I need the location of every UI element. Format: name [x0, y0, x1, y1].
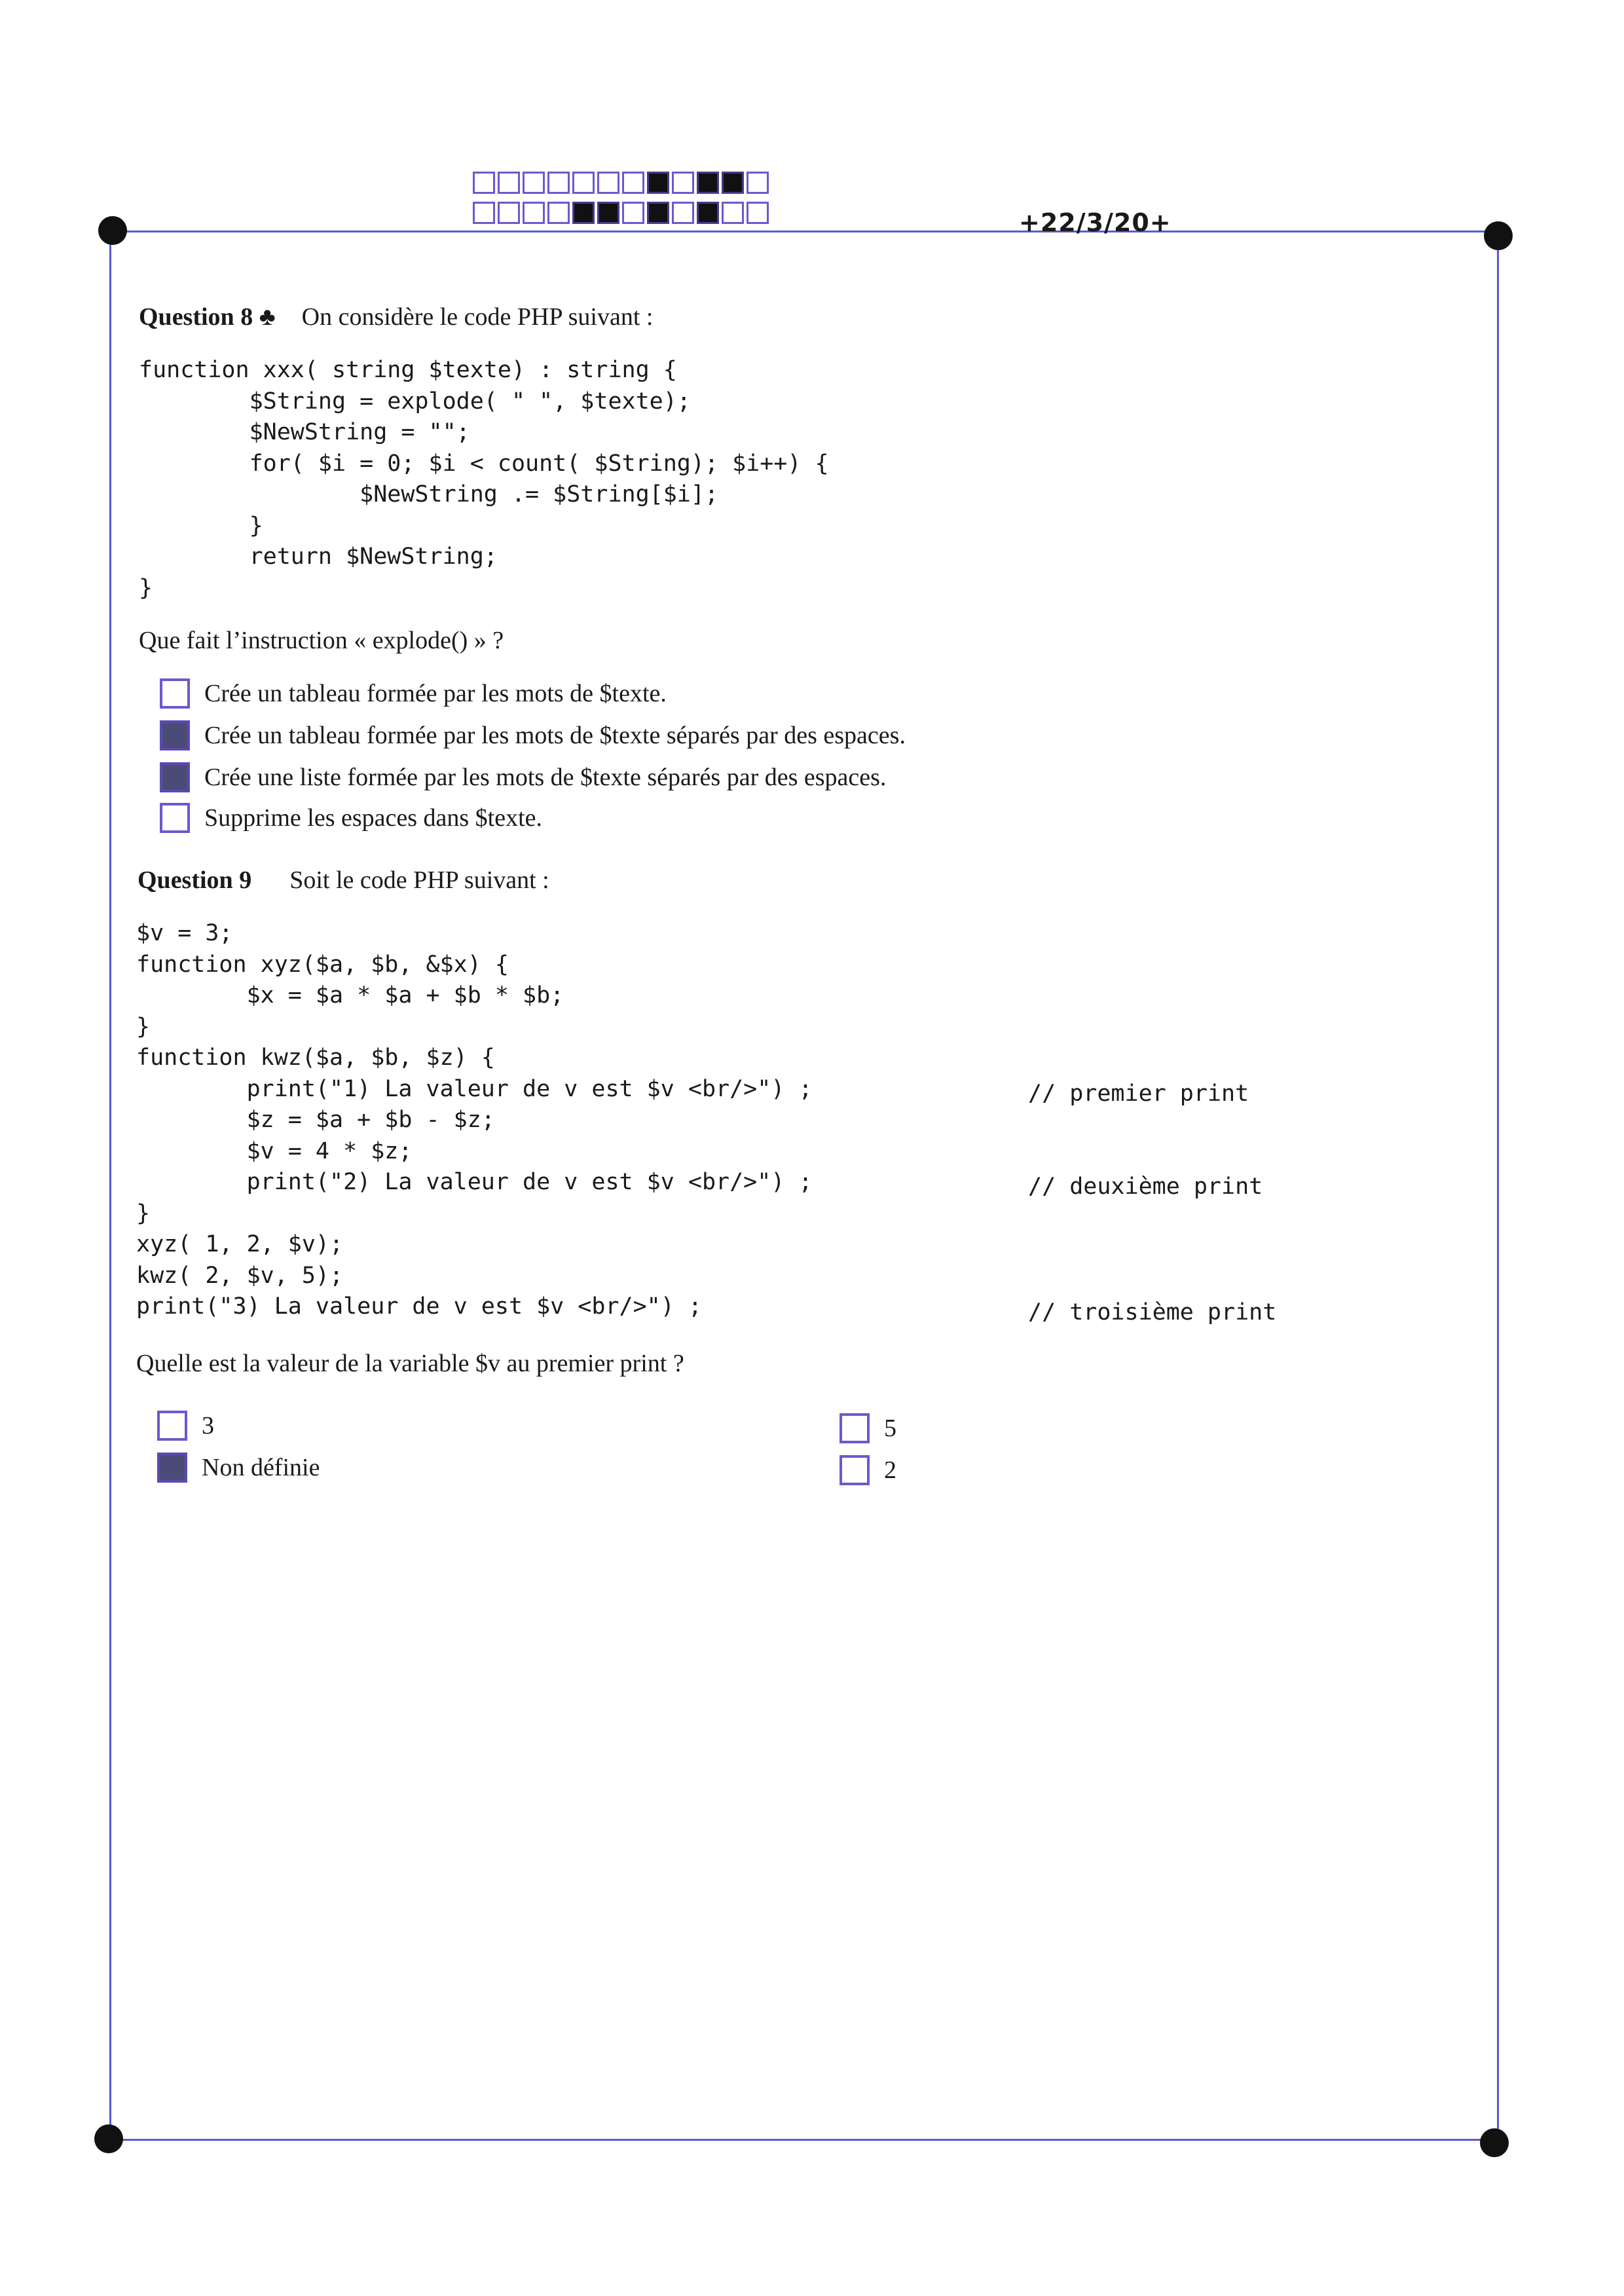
frame-top — [111, 231, 1500, 232]
id-box — [572, 202, 595, 224]
corner-marker-top-left — [98, 216, 127, 245]
id-box — [473, 202, 495, 224]
id-box — [722, 202, 744, 224]
question-9-prompt: Quelle est la valeur de la variable $v au premier print ? — [136, 1350, 684, 1377]
id-box — [647, 172, 669, 194]
id-box — [722, 172, 744, 194]
id-box — [597, 172, 619, 194]
id-box — [697, 202, 719, 224]
id-box — [672, 172, 694, 194]
id-box — [523, 172, 545, 194]
checkbox[interactable] — [157, 1411, 187, 1441]
checkbox[interactable] — [157, 1453, 187, 1483]
q8-answer-1[interactable] — [160, 678, 667, 709]
q8-answer-4[interactable] — [160, 803, 542, 833]
id-box — [547, 202, 570, 224]
checkbox[interactable] — [840, 1455, 870, 1485]
q9-answer-2[interactable] — [840, 1455, 896, 1485]
q9-answer-3[interactable] — [157, 1411, 214, 1441]
q9-answer-non-definie[interactable] — [157, 1453, 320, 1483]
question-8-header — [139, 303, 653, 331]
checkbox[interactable] — [160, 762, 190, 792]
checkbox[interactable] — [160, 678, 190, 709]
answer-label: Crée une liste formée par les mots de $texte séparés par des espaces. — [204, 764, 887, 791]
question-9-intro: Soit le code PHP suivant : — [289, 866, 549, 894]
id-box — [697, 172, 719, 194]
comment-deuxieme-print: // deuxième print — [1028, 1174, 1263, 1200]
comment-troisieme-print: // troisième print — [1028, 1299, 1277, 1325]
id-box — [622, 172, 644, 194]
id-box — [597, 202, 619, 224]
question-8-prompt: Que fait l’instruction « explode() » ? — [139, 627, 504, 654]
id-box — [572, 172, 595, 194]
answer-label: Crée un tableau formée par les mots de $texte séparés par des espaces. — [204, 722, 906, 749]
checkbox[interactable] — [160, 720, 190, 750]
answer-label: 5 — [884, 1415, 896, 1442]
answer-label: Crée un tableau formée par les mots de $texte. — [204, 680, 667, 707]
q9-answer-5[interactable] — [840, 1413, 896, 1443]
id-box-row-1 — [473, 172, 771, 194]
answer-label: 3 — [202, 1412, 214, 1439]
q8-answer-3[interactable] — [160, 762, 886, 792]
frame-bottom — [110, 2139, 1494, 2141]
id-box — [622, 202, 644, 224]
answer-label: 2 — [884, 1456, 896, 1484]
id-box — [747, 202, 769, 224]
question-8-intro: On considère le code PHP suivant : — [301, 303, 654, 331]
frame-left — [109, 232, 111, 2140]
id-box — [523, 202, 545, 224]
answer-label: Non définie — [202, 1454, 320, 1481]
question-9-header — [138, 866, 549, 895]
id-box — [547, 172, 570, 194]
page-id: +22/3/20+ — [1019, 208, 1172, 237]
corner-marker-bottom-left — [94, 2124, 123, 2153]
id-box — [498, 172, 520, 194]
club-icon: ♣ — [259, 303, 276, 331]
question-8-number: Question 8 ♣ — [139, 303, 276, 331]
checkbox[interactable] — [840, 1413, 870, 1443]
question-9-code: $v = 3; function xyz($a, $b, &$x) { $x = $a * $a + $b * $b; } function kwz($a, $b, $z) { print("1) La valeur de v est $v <br/>") ; $z = $a + $b - $z; $v = 4 * $z; print("2) La valeur de v est $v <br/>") ; } xyz( 1, 2, $v); kwz( 2, $v, 5); print("3) La valeur de v est $v <br/>") ; — [136, 920, 813, 1320]
q8-answer-2[interactable] — [160, 720, 906, 750]
id-box — [498, 202, 520, 224]
id-box-row-2 — [473, 202, 771, 224]
corner-marker-bottom-right — [1480, 2128, 1509, 2157]
answer-label: Supprime les espaces dans $texte. — [204, 804, 543, 832]
question-9-number: Question 9 — [138, 866, 252, 894]
checkbox[interactable] — [160, 803, 190, 833]
frame-right — [1497, 236, 1499, 2144]
comment-premier-print: // premier print — [1028, 1081, 1249, 1107]
id-box — [647, 202, 669, 224]
corner-marker-top-right — [1484, 221, 1513, 250]
id-box — [672, 202, 694, 224]
id-box — [747, 172, 769, 194]
question-8-code: function xxx( string $texte) : string { $String = explode( " ", $texte); $NewString = ""; for( $i = 0; $i < count( $String); $i++) { $NewString .= $String[$i]; } return $NewString; } — [139, 357, 829, 601]
id-box — [473, 172, 495, 194]
